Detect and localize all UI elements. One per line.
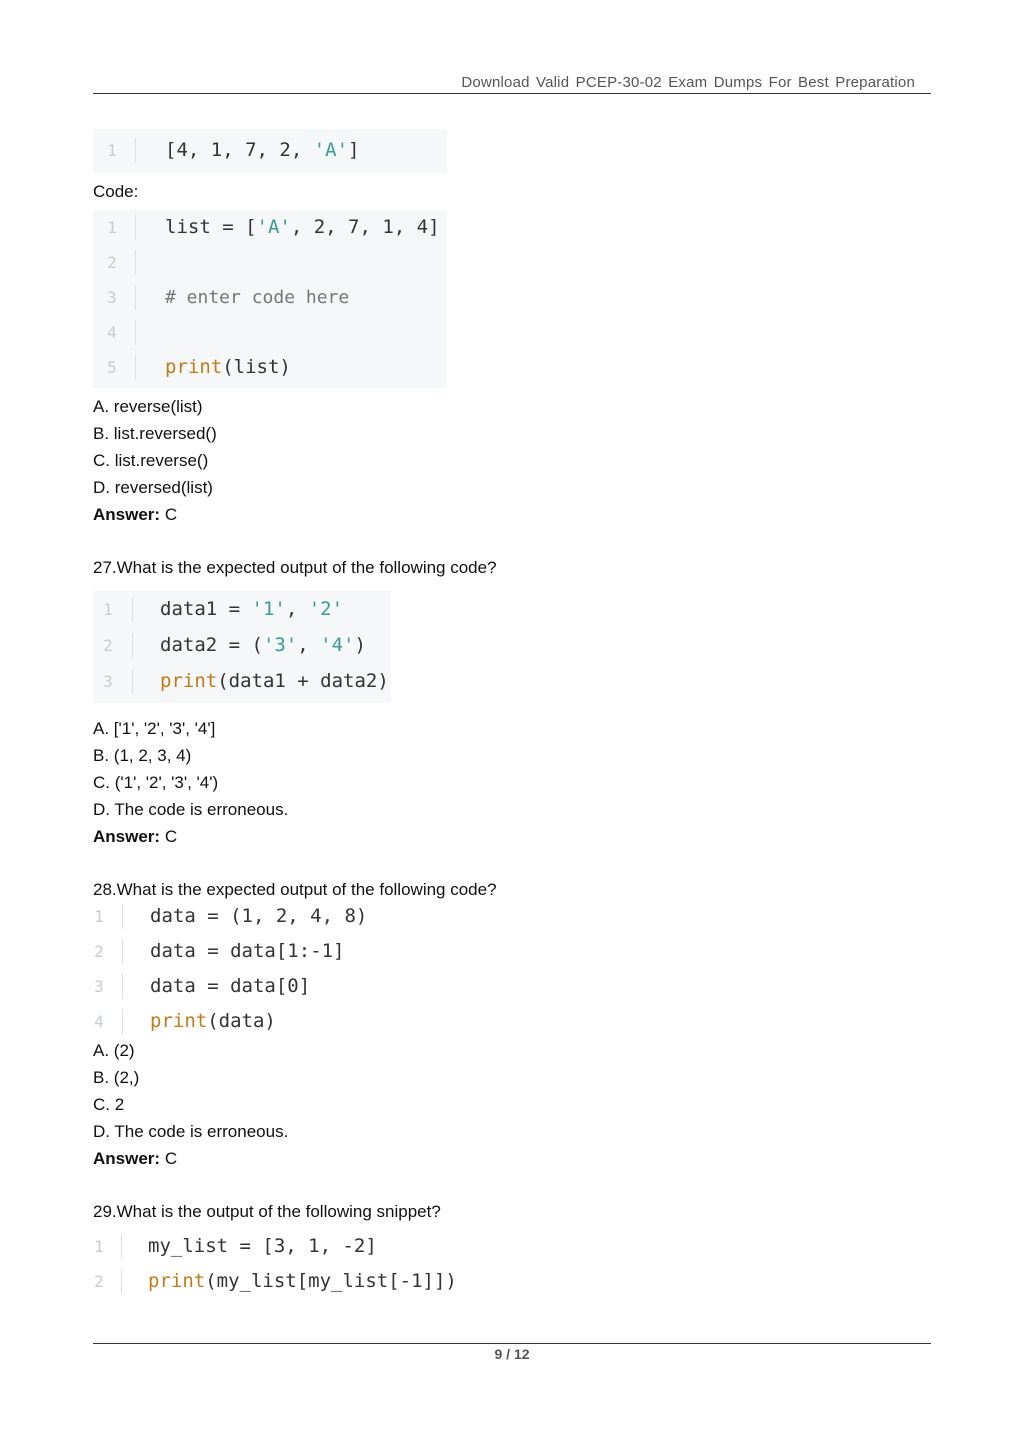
gutter-divider bbox=[135, 285, 136, 310]
gutter-divider bbox=[122, 974, 123, 999]
code-line bbox=[93, 664, 391, 699]
line-number: 2 bbox=[107, 253, 117, 272]
gutter-divider bbox=[121, 1234, 122, 1259]
code-line bbox=[93, 1264, 473, 1299]
option-b: B. (1, 2, 3, 4) bbox=[93, 746, 192, 765]
line-number: 1 bbox=[94, 907, 104, 926]
line-number: 3 bbox=[103, 672, 113, 691]
header-rule bbox=[93, 93, 931, 94]
code-text: print(data1 + data2) bbox=[160, 670, 389, 692]
line-number: 1 bbox=[107, 141, 117, 160]
code-line bbox=[93, 133, 447, 168]
answer-line bbox=[93, 827, 177, 847]
gutter-divider bbox=[135, 250, 136, 275]
gutter-divider bbox=[122, 1009, 123, 1034]
option-a: A. reverse(list) bbox=[93, 397, 203, 416]
gutter-divider bbox=[132, 669, 133, 694]
code-text: data = (1, 2, 4, 8) bbox=[150, 905, 368, 927]
gutter-divider bbox=[135, 355, 136, 380]
code-text: my_list = [3, 1, -2] bbox=[148, 1235, 377, 1257]
option-b: B. list.reversed() bbox=[93, 424, 217, 443]
page-number: 9 / 12 bbox=[494, 1346, 530, 1362]
code-line bbox=[93, 899, 393, 934]
code-line bbox=[93, 315, 447, 350]
code-block bbox=[93, 1229, 473, 1299]
code-comment: # enter code here bbox=[165, 287, 350, 308]
footer-rule bbox=[93, 1343, 931, 1344]
code-line bbox=[93, 969, 393, 1004]
option-a: A. (2) bbox=[93, 1041, 135, 1060]
line-number: 1 bbox=[103, 600, 113, 619]
gutter-divider bbox=[135, 215, 136, 240]
code-line bbox=[93, 1004, 393, 1039]
gutter-divider bbox=[121, 1269, 122, 1294]
option-d: D. The code is erroneous. bbox=[93, 1122, 289, 1141]
answer-value: C bbox=[164, 505, 178, 524]
code-line bbox=[93, 280, 447, 315]
code-text: print(list) bbox=[165, 356, 291, 378]
code-text: data2 = ('3', '4') bbox=[160, 634, 366, 656]
answer-value: C bbox=[164, 827, 178, 846]
line-number: 4 bbox=[94, 1012, 104, 1031]
line-number: 3 bbox=[94, 977, 104, 996]
gutter-divider bbox=[135, 138, 136, 163]
question-text: 28.What is the expected output of the following code? bbox=[93, 880, 497, 899]
option-b: B. (2,) bbox=[93, 1068, 140, 1087]
line-number: 2 bbox=[94, 1272, 104, 1291]
code-block bbox=[93, 591, 391, 703]
gutter-divider bbox=[135, 320, 136, 345]
line-number: 1 bbox=[94, 1237, 104, 1256]
gutter-divider bbox=[122, 939, 123, 964]
code-line bbox=[93, 592, 391, 627]
line-number: 2 bbox=[94, 942, 104, 961]
question-text: 27.What is the expected output of the following code? bbox=[93, 558, 497, 577]
code-line bbox=[93, 1229, 473, 1264]
code-text: data = data[0] bbox=[150, 975, 311, 997]
answer-line bbox=[93, 1149, 177, 1169]
answer-label: Answer: bbox=[93, 505, 161, 524]
gutter-divider bbox=[132, 633, 133, 658]
answer-value: C bbox=[164, 1149, 178, 1168]
gutter-divider bbox=[122, 904, 123, 929]
code-text: [4, 1, 7, 2, 'A'] bbox=[165, 139, 360, 161]
code-line bbox=[93, 245, 447, 280]
code-line bbox=[93, 210, 447, 245]
code-text: list = ['A', 2, 7, 1, 4] bbox=[165, 216, 440, 238]
code-block bbox=[93, 899, 393, 1039]
line-number: 2 bbox=[103, 636, 113, 655]
answer-label: Answer: bbox=[93, 1149, 161, 1168]
option-c: C. ('1', '2', '3', '4') bbox=[93, 773, 219, 792]
gutter-divider bbox=[132, 597, 133, 622]
answer-line bbox=[93, 505, 177, 525]
code-text: print(data) bbox=[150, 1010, 276, 1032]
line-number: 4 bbox=[107, 323, 117, 342]
line-number: 3 bbox=[107, 288, 117, 307]
option-c: C. list.reverse() bbox=[93, 451, 209, 470]
output-code-block bbox=[93, 129, 447, 173]
code-text: print(my_list[my_list[-1]]) bbox=[148, 1270, 457, 1292]
code-text: data = data[1:-1] bbox=[150, 940, 345, 962]
code-line bbox=[93, 628, 391, 663]
option-a: A. ['1', '2', '3', '4'] bbox=[93, 719, 216, 738]
code-block bbox=[93, 210, 447, 388]
option-d: D. reversed(list) bbox=[93, 478, 213, 497]
line-number: 5 bbox=[107, 358, 117, 377]
option-d: D. The code is erroneous. bbox=[93, 800, 289, 819]
question-text: 29.What is the output of the following snippet? bbox=[93, 1202, 441, 1221]
option-c: C. 2 bbox=[93, 1095, 125, 1114]
answer-label: Answer: bbox=[93, 827, 161, 846]
code-text: data1 = '1', '2' bbox=[160, 598, 344, 620]
line-number: 1 bbox=[107, 218, 117, 237]
code-line bbox=[93, 350, 447, 385]
code-label: Code: bbox=[93, 182, 139, 201]
code-line bbox=[93, 934, 393, 969]
header-title: Download Valid PCEP-30-02 Exam Dumps For Best Preparation bbox=[461, 74, 915, 91]
